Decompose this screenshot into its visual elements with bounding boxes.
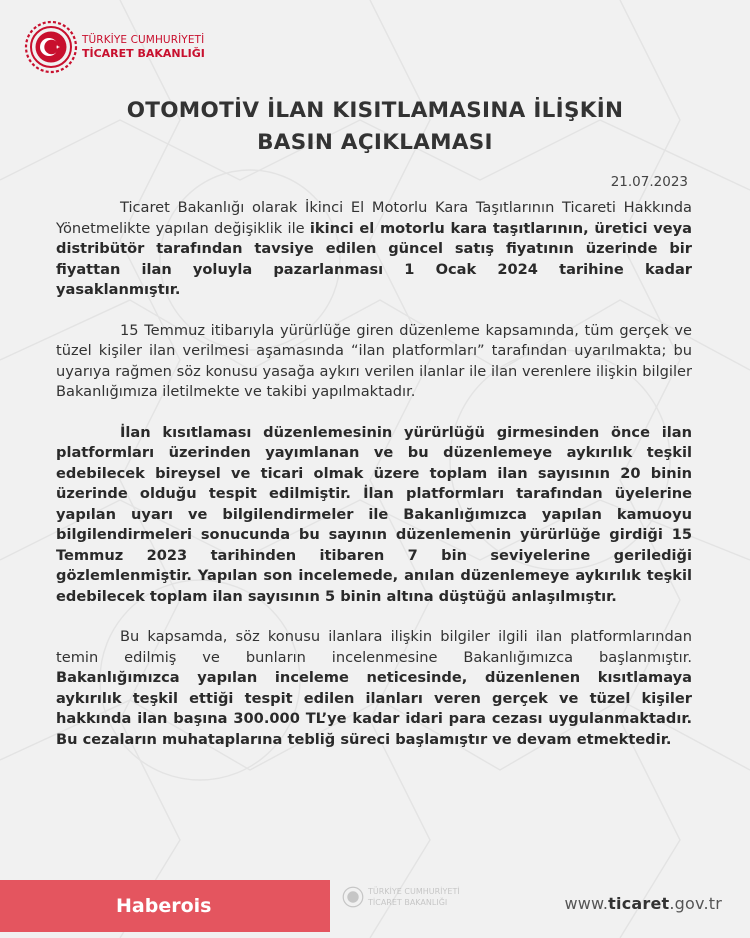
ministry-emblem-icon <box>24 20 78 74</box>
page-title <box>0 95 750 159</box>
title-line2: BASIN AÇIKLAMASI <box>257 130 493 155</box>
source-label: Haberois <box>116 895 212 917</box>
paragraph-3 <box>56 423 692 608</box>
footer-watermark <box>342 886 460 908</box>
watermark-line1: TÜRKİYE CUMHURİYETİ <box>368 887 460 896</box>
paragraph-2-normal: 15 Temmuz itibarıyla yürürlüğe giren düzenleme kapsamında, tüm gerçek ve tüzel kişiler ilan verilmesi aşamasında “ilan platformları” tarafından uyarılmakta; bu uyarıya rağmen söz konusu yasağa aykırı verilen ilanlar ile ilan verenlere ilişkin bilgiler Bakanlığımıza iletilmekte ve takibi yapılmaktadır. <box>56 321 692 400</box>
logo-line2: TİCARET BAKANLIĞI <box>82 47 205 60</box>
website-domain: ticaret <box>608 894 670 913</box>
website-suffix: .gov.tr <box>669 894 722 913</box>
website-link[interactable] <box>564 894 722 913</box>
ministry-logo <box>24 20 205 74</box>
title-line1: OTOMOTİV İLAN KISITLAMASINA İLİŞKİN <box>126 98 624 123</box>
paragraph-3-bold: İlan kısıtlaması düzenlemesinin yürürlüğü girmesinden önce ilan platformları üzerinden yayımlanan ve bu düzenlemeye aykırılık teşkil edebilecek bireysel ve ticari olmak üzere toplam ilan sayısının 20 binin üzerinde olduğu tespit edilmiştir. İlan platformları tarafından üyelerine yapılan uyarı ve bilgilendirmeler ile Bakanlığımızca yapılan kamuoyu bilgilendirmeleri sonucunda bu sayının düzenlemenin yürürlüğe girdiği 15 Temmuz 2023 tarihinden itibaren 7 bin seviyelerine gerilediği gözlemlenmiştir. Yapılan son incelemede, anılan düzenlemeye aykırılık teşkil edebilecek toplam ilan sayısının 5 binin altına düştüğü anlaşılmıştır. <box>56 423 692 605</box>
paragraph-4 <box>56 627 692 750</box>
paragraph-4-normal: Bu kapsamda, söz konusu ilanlara ilişkin bilgiler ilgili ilan platformlarından temin edilmiş ve bunların incelenmesine Bakanlığımızca başlanmıştır. <box>56 628 692 666</box>
watermark-line2: TİCARET BAKANLIĞI <box>368 898 448 907</box>
paragraph-1-normal: Ticaret Bakanlığı olarak İkinci El Motorlu Kara Taşıtlarının Ticareti Hakkında Yönetmelikte yapılan değişiklik ile <box>56 199 692 237</box>
logo-line1: TÜRKİYE CUMHURİYETİ <box>82 34 205 46</box>
paragraph-4-bold: Bakanlığımızca yapılan inceleme neticesinde, düzenlenen kısıtlamaya aykırılık teşkil ettiği tespit edilen ilanları veren gerçek ve tüzel kişiler hakkında ilan başına 300.000 TL’ye kadar idari para cezası uygulanmaktadır. Bu cezaların muhataplarına tebliğ süreci başlamıştır ve devam etmektedir. <box>56 669 692 748</box>
watermark-emblem-icon <box>342 886 364 908</box>
website-prefix: www. <box>564 894 609 913</box>
paragraph-2 <box>56 321 692 403</box>
press-release-body <box>56 198 692 770</box>
paragraph-1-bold: ikinci el motorlu kara taşıtlarının, üretici veya distribütör tarafından tavsiye edilen güncel satış fiyatının üzerinde bir fiyattan ilan yoluyla pazarlanması 1 Ocak 2024 tarihine kadar yasaklanmıştır. <box>56 219 693 298</box>
source-band <box>0 880 330 932</box>
press-date: 21.07.2023 <box>610 174 688 190</box>
paragraph-1 <box>56 198 692 301</box>
